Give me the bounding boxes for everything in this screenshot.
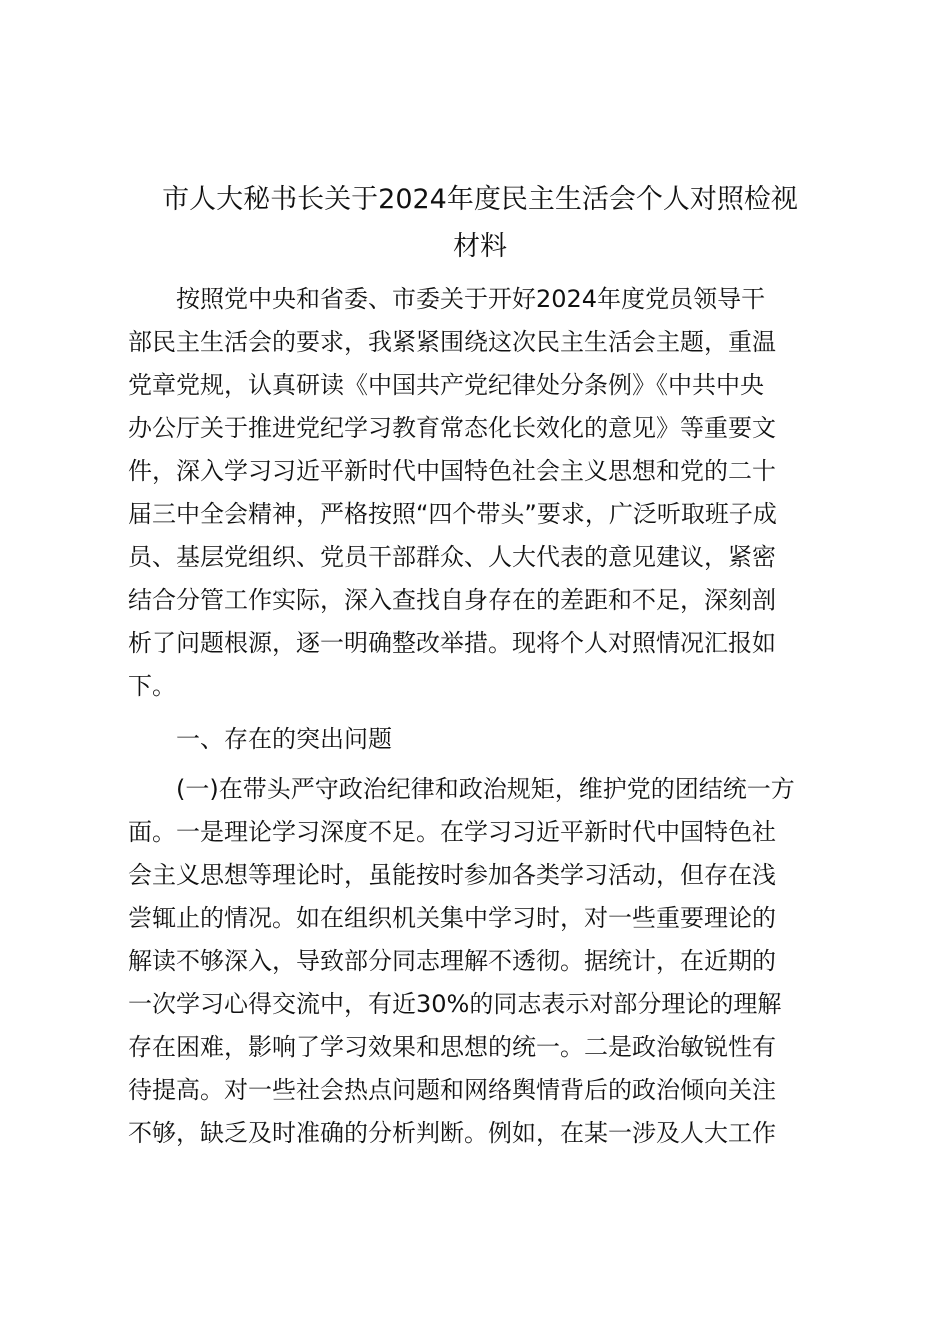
- body-text-line: (一)在带头严守政治纪律和政治规矩，维护党的团结统一方: [128, 775, 795, 803]
- body-text-line: 面。一是理论学习深度不足。在学习习近平新时代中国特色社: [128, 818, 776, 846]
- body-text-line: 届三中全会精神，严格按照“四个带头”要求，广泛听取班子成: [128, 500, 777, 528]
- body-text-line: 一次学习心得交流中，有近30%的同志表示对部分理论的理解: [128, 990, 782, 1018]
- body-text-line: 析了问题根源，逐一明确整改举措。现将个人对照情况汇报如: [128, 629, 776, 657]
- body-text-line: 尝辄止的情况。如在组织机关集中学习时，对一些重要理论的: [128, 904, 776, 932]
- document-title-line-1: 市人大秘书长关于2024年度民主生活会个人对照检视: [162, 184, 798, 215]
- body-text-line: 解读不够深入，导致部分同志理解不透彻。据统计，在近期的: [128, 947, 776, 975]
- body-text-line: 按照党中央和省委、市委关于开好2024年度党员领导干: [128, 285, 766, 313]
- section-heading: 一、存在的突出问题: [128, 725, 392, 753]
- body-text-line: 不够，缺乏及时准确的分析判断。例如，在某一涉及人大工作: [128, 1119, 776, 1147]
- document-title-line-2: 材料: [453, 231, 507, 262]
- body-text-line: 待提高。对一些社会热点问题和网络舆情背后的政治倾向关注: [128, 1076, 776, 1104]
- body-text-line: 部民主生活会的要求，我紧紧围绕这次民主生活会主题，重温: [128, 328, 776, 356]
- body-text-line: 存在困难，影响了学习效果和思想的统一。二是政治敏锐性有: [128, 1033, 776, 1061]
- body-text-line: 下。: [128, 672, 176, 700]
- body-text-line: 员、基层党组织、党员干部群众、人大代表的意见建议，紧密: [128, 543, 776, 571]
- body-text-line: 会主义思想等理论时，虽能按时参加各类学习活动，但存在浅: [128, 861, 776, 889]
- body-text-line: 党章党规，认真研读《中国共产党纪律处分条例》《中共中央: [128, 371, 764, 399]
- body-text-line: 结合分管工作实际，深入查找自身存在的差距和不足，深刻剖: [128, 586, 776, 614]
- body-text-line: 办公厅关于推进党纪学习教育常态化长效化的意见》等重要文: [128, 414, 776, 442]
- body-text-line: 件，深入学习习近平新时代中国特色社会主义思想和党的二十: [128, 457, 776, 485]
